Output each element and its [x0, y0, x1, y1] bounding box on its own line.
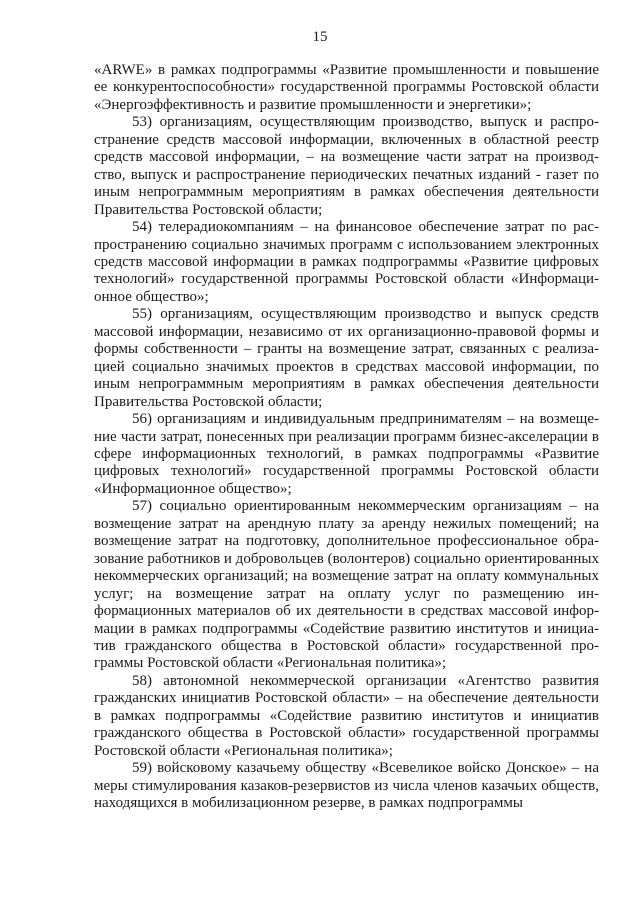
page-number: 15 [312, 29, 328, 45]
paragraph-item-55: 55) организациям, осуществляющим производство и выпуск средств массовой информации, независимо от их организационно-правовой формы и формы собственности – гранты на возмещение затрат, связанных с реализацией социально значимых проектов в средствах массовой информации, по иным непрограммным мероприятиям в рамках обеспечения деятельности Правительства Ростовской области; [94, 306, 599, 410]
paragraph-item-54: 54) телерадиокомпаниям – на финансовое обеспечение затрат по распространению социально значимых программ с использованием электронных средств массовой информации в рамках подпрограммы «Развитие цифровых технологий» государственной программы Ростовской области «Информационное общество»; [94, 219, 599, 305]
paragraph-item-59: 59) войсковому казачьему обществу «Всевеликое войско Донское» – на меры стимулирования казаков-резервистов из числа членов казачьих обществ, находящихся в мобилизационном резерве, в рамках подпрограммы [94, 760, 599, 812]
paragraph-item-58: 58) автономной некоммерческой организации «Агентство развития гражданских инициатив Ростовской области» – на обеспечение деятельности в рамках подпрограммы «Содействие развитию институтов и инициатив гражданского общества в Ростовской области» государственной программы Ростовской области «Региональная политика»; [94, 672, 599, 759]
paragraph-item-56: 56) организациям и индивидуальным предпринимателям – на возмещение части затрат, понесенных при реализации программ бизнес-акселерации в сфере информационных технологий, в рамках подпрограммы «Развитие цифровых технологий» государственной программы Ростовской области «Информационное общество»; [94, 411, 599, 497]
paragraph-continuation: «ARWE» в рамках подпрограммы «Развитие промышленности и повышение ее конкурентоспособности» государственной программы Ростовской области «Энергоэффективность и развитие промышленности и энергетики»; [94, 62, 599, 113]
paragraph-item-53: 53) организациям, осуществляющим производство, выпуск и распространение средств массовой информации, включенных в областной реестр средств массовой информации, – на возмещение части затрат на производство, выпуск и распространение периодических печатных изданий - газет по иным непрограммным мероприятиям в рамках обеспечения деятельности Правительства Ростовской области; [94, 114, 599, 218]
document-body [94, 62, 599, 812]
paragraph-item-57: 57) социально ориентированным некоммерческим организациям – на возмещение затрат на арендную плату за аренду нежилых помещений; на возмещение затрат на подготовку, дополнительное профессиональное образование работников и добровольцев (волонтеров) социально ориентированных некоммерческих организаций; на возмещение затрат на оплату коммунальных услуг; на возмещение затрат на оплату услуг по размещению информационных материалов об их деятельности в средствах массовой информации в рамках подпрограммы «Содействие развитию институтов и инициатив гражданского общества в Ростовской области» государственной программы Ростовской области «Региональная политика»; [94, 498, 599, 672]
